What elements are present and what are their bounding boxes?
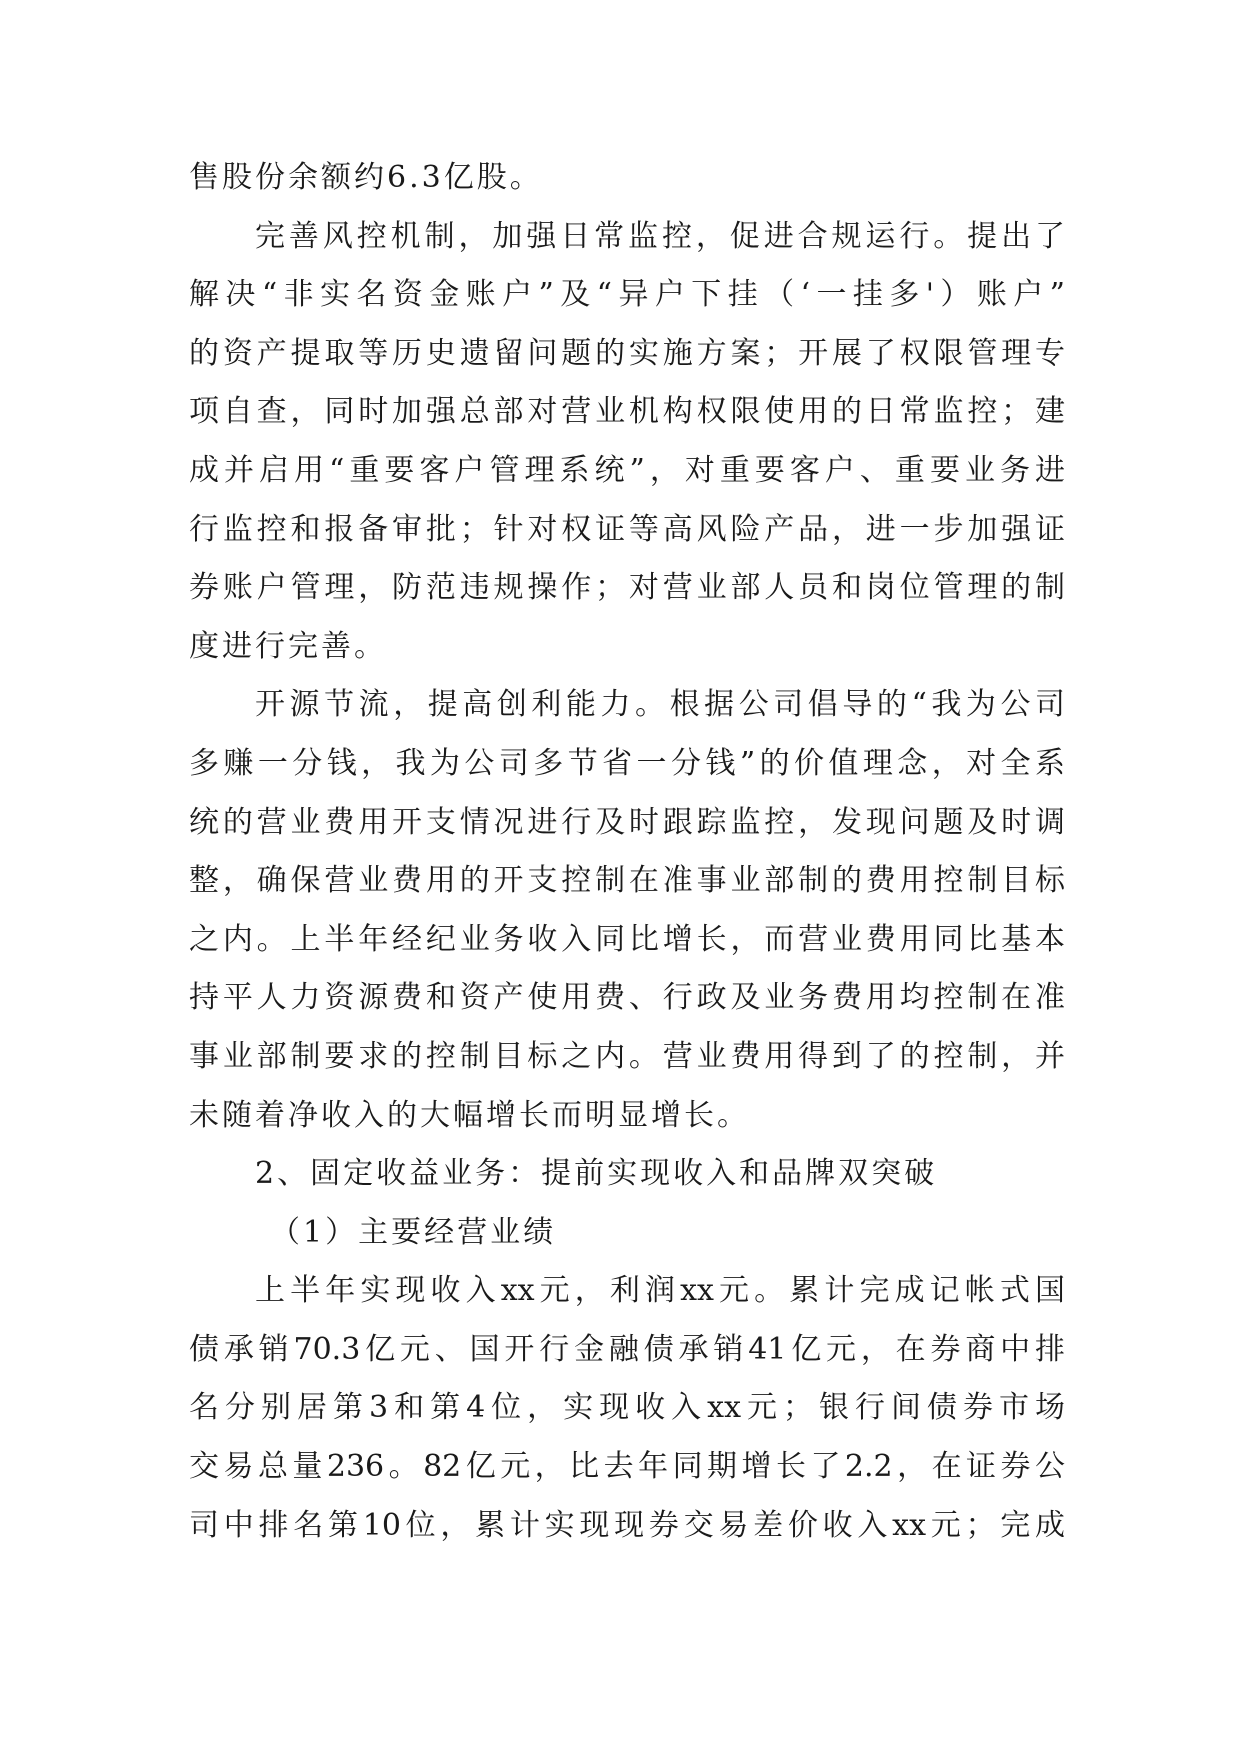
- text-line: 之内。上半年经纪业务收入同比增长，而营业费用同比基本: [189, 921, 1065, 957]
- text-line: 司中排名第10位，累计实现现券交易差价收入xx元；完成: [189, 1507, 1065, 1543]
- text-line: 行监控和报备审批；针对权证等高风险产品，进一步加强证: [189, 511, 1065, 547]
- text-line: 的资产提取等历史遗留问题的实施方案；开展了权限管理专: [189, 335, 1065, 371]
- text-line: 事业部制要求的控制目标之内。营业费用得到了的控制，并: [189, 1038, 1065, 1074]
- text-line: 多赚一分钱，我为公司多节省一分钱”的价值理念，对全系: [189, 745, 1065, 781]
- subsection-heading: （1）主要经营业绩: [270, 1214, 557, 1250]
- text-line: 售股份余额约6.3亿股。: [189, 160, 543, 195]
- text-line: 未随着净收入的大幅增长而明显增长。: [189, 1097, 750, 1133]
- text-line: 整，确保营业费用的开支控制在准事业部制的费用控制目标: [189, 863, 1065, 899]
- text-line: 完善风控机制，加强日常监控，促进合规运行。提出了: [255, 218, 1065, 254]
- text-line: 度进行完善。: [189, 628, 387, 664]
- text-line: 解决“非实名资金账户”及“异户下挂（‘一挂多'）账户”: [189, 277, 1065, 313]
- text-line: 名分别居第3和第4位，实现收入xx元；银行间债券市场: [189, 1390, 1065, 1426]
- text-line: 项自查，同时加强总部对营业机构权限使用的日常监控；建: [189, 394, 1065, 430]
- text-line: 交易总量236。82亿元，比去年同期增长了2.2，在证券公: [189, 1449, 1065, 1485]
- text-line: 债承销70.3亿元、国开行金融债承销41亿元，在券商中排: [189, 1331, 1065, 1367]
- text-line: 上半年实现收入xx元，利润xx元。累计完成记帐式国: [255, 1273, 1065, 1309]
- text-line: 成并启用“重要客户管理系统”，对重要客户、重要业务进: [189, 452, 1065, 488]
- body-text: [189, 158, 1065, 1564]
- text-line: 券账户管理，防范违规操作；对营业部人员和岗位管理的制: [189, 570, 1065, 606]
- text-line: 持平人力资源费和资产使用费、行政及业务费用均控制在准: [189, 980, 1065, 1016]
- text-line: 开源节流，提高创利能力。根据公司倡导的“我为公司: [255, 687, 1065, 723]
- section-heading: 2、固定收益业务：提前实现收入和品牌双突破: [255, 1156, 938, 1192]
- text-line: 统的营业费用开支情况进行及时跟踪监控，发现问题及时调: [189, 804, 1065, 840]
